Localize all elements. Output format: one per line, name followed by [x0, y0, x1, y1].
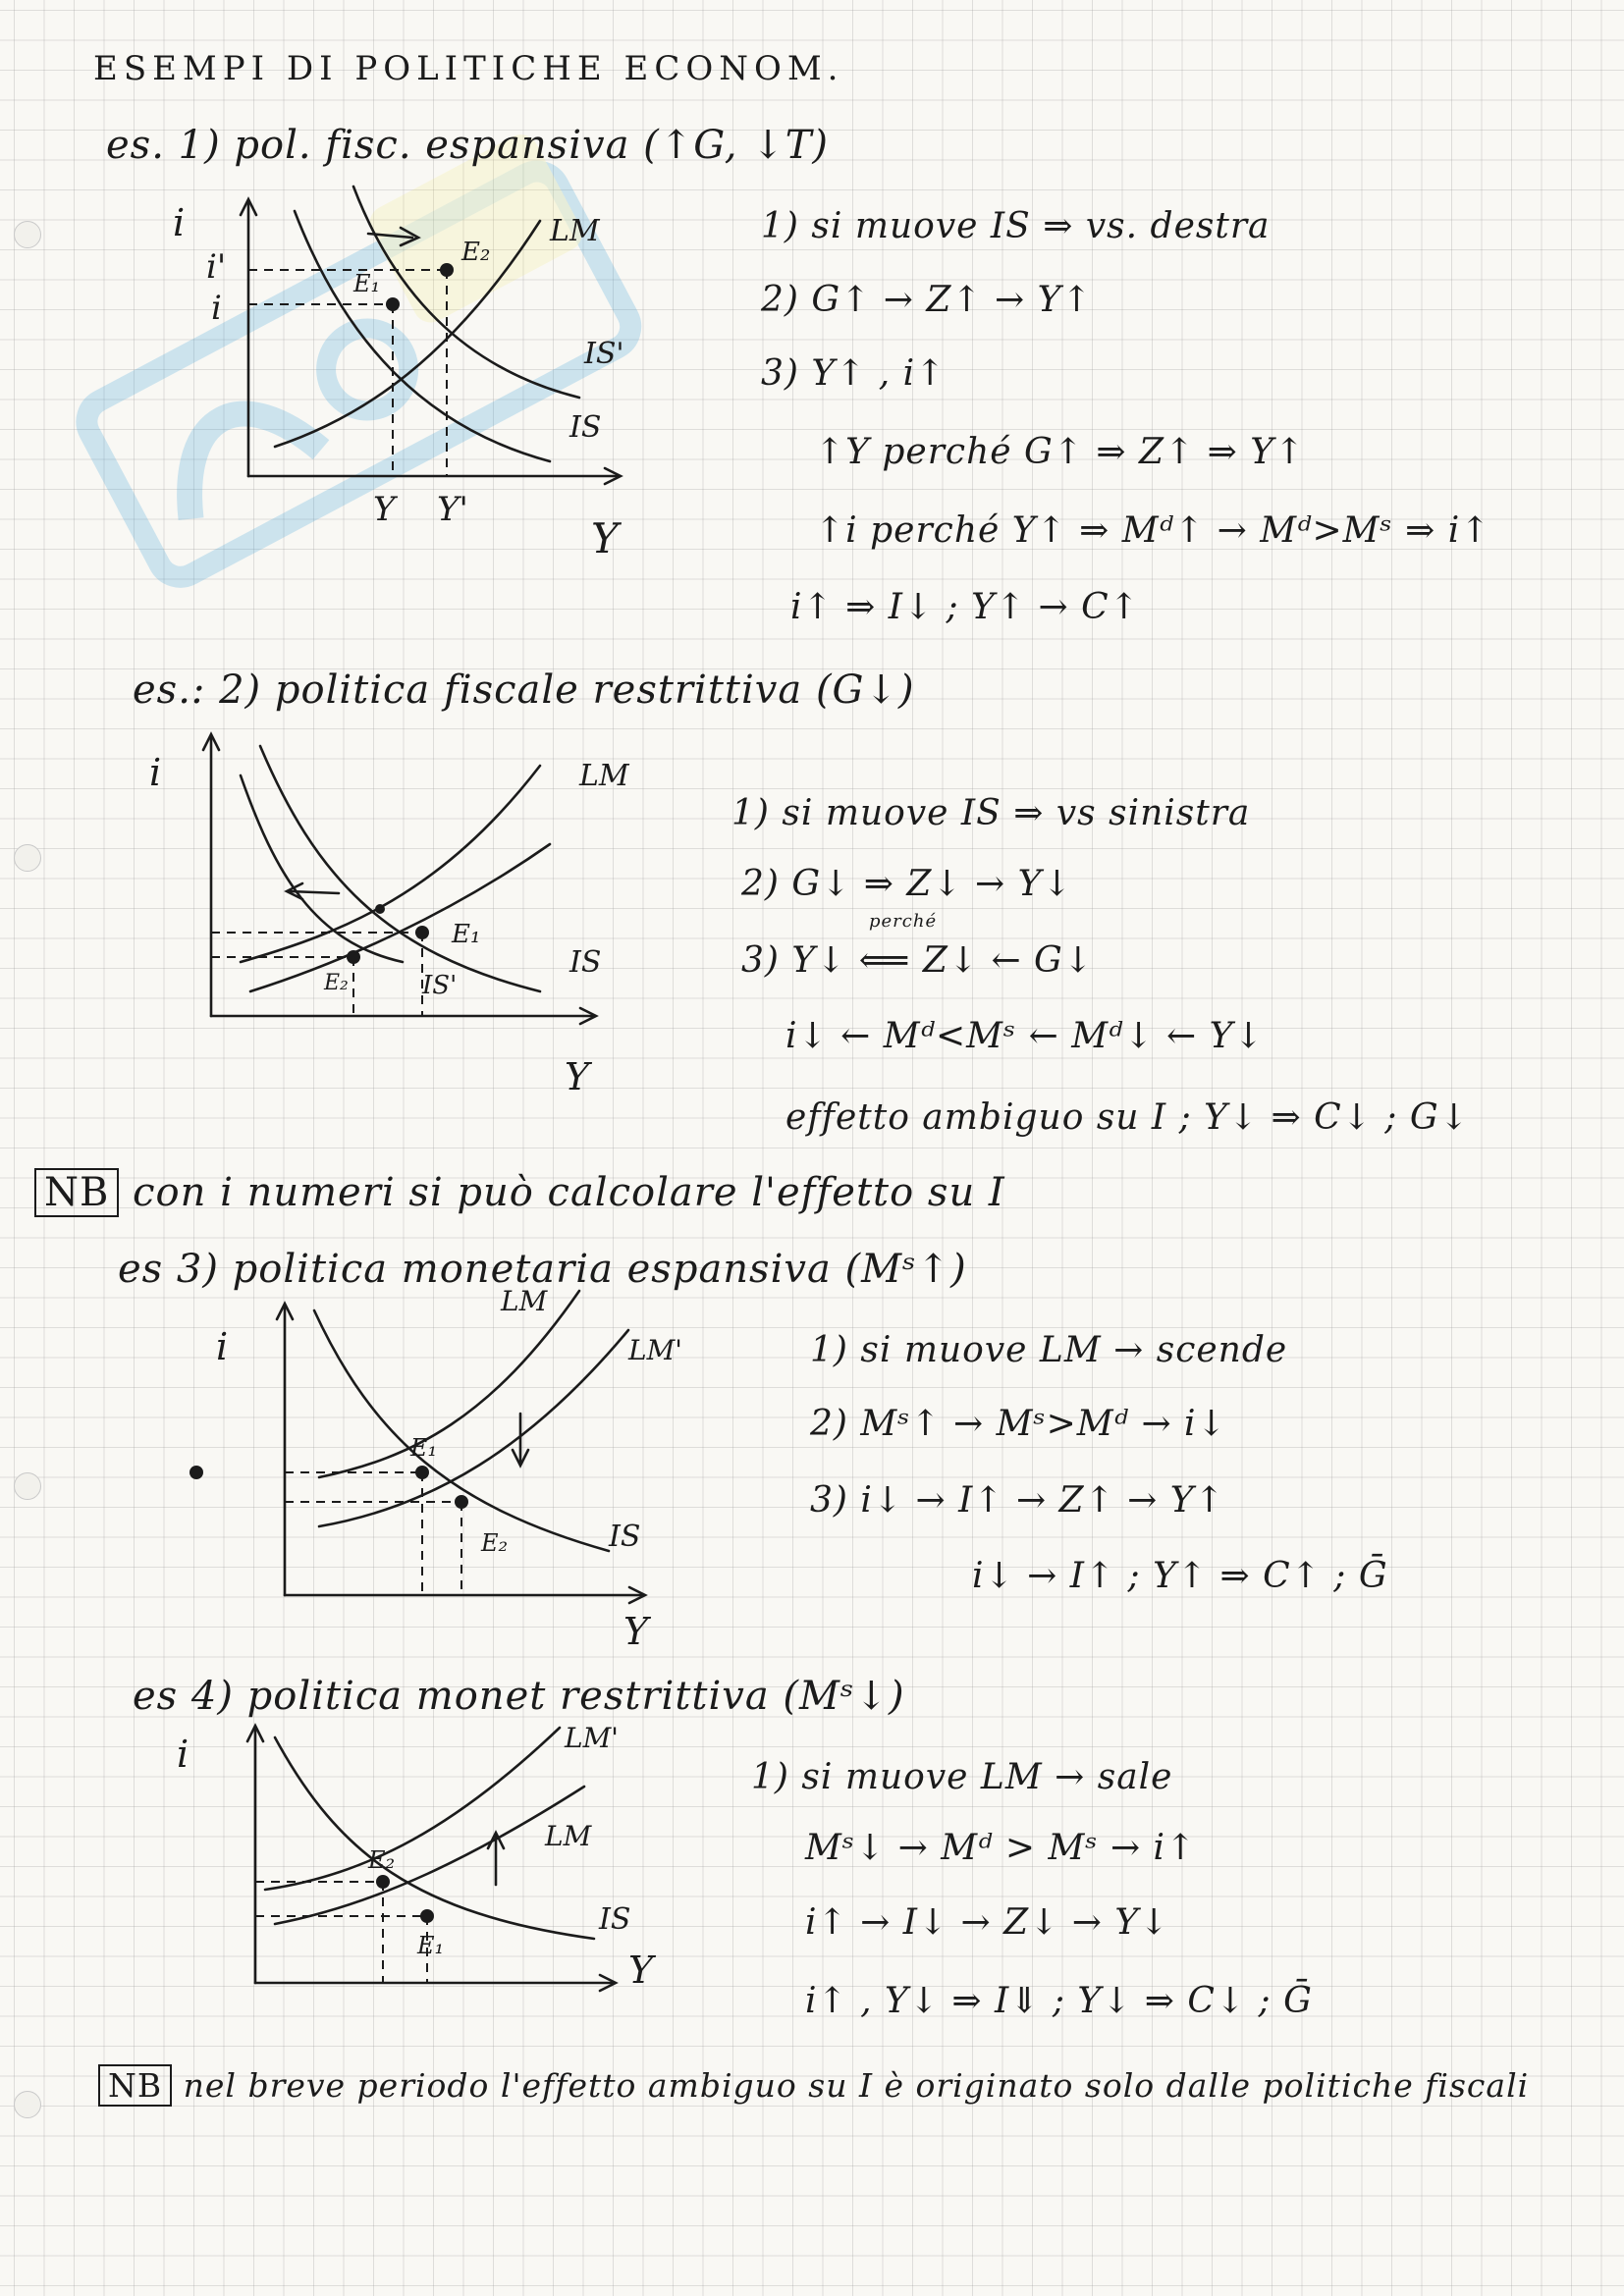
- ex2-step-2: 2) G↓ ⇒ Z↓ → Y↓: [741, 864, 1073, 904]
- example-2-heading: es.: 2) politica fiscale restrittiva (G↓): [133, 667, 915, 713]
- ex2-step-5: effetto ambiguo su I ; Y↓ ⇒ C↓ ; G↓: [785, 1097, 1470, 1138]
- svg-text:E₁: E₁: [410, 1434, 438, 1462]
- ex3-step-3: 3) i↓ → I↑ → Z↑ → Y↑: [810, 1480, 1225, 1521]
- svg-text:IS: IS: [599, 1902, 631, 1937]
- ex2-step-3: 3) Y↓ ⟸ Z↓ ← G↓: [741, 940, 1094, 981]
- nb-text: nel breve periodo l'effetto ambiguo su I è originato solo dalle politiche fiscali: [183, 2066, 1530, 2105]
- nb-text: con i numeri si può calcolare l'effetto su I: [133, 1170, 1005, 1215]
- ex2-step-1: 1) si muove IS ⇒ vs sinistra: [731, 793, 1251, 833]
- binder-hole: [14, 221, 41, 248]
- nb-note-1: [34, 1170, 1005, 1215]
- example-3-graph: [196, 1281, 687, 1654]
- nb-note-2: [98, 2066, 1529, 2105]
- svg-text:i': i': [206, 247, 227, 287]
- example-2-graph: [147, 726, 668, 1099]
- example-1-heading: es. 1) pol. fisc. espansiva (↑G, ↓T): [106, 123, 830, 168]
- svg-text:Y': Y': [437, 490, 468, 529]
- svg-text:E₂: E₂: [481, 1529, 509, 1557]
- svg-text:IS: IS: [569, 410, 602, 445]
- svg-text:LM: LM: [545, 1820, 592, 1852]
- ex4-step-4: i↑ , Y↓ ⇒ I⇓ ; Y↓ ⇒ C↓ ; Ḡ: [805, 1981, 1313, 2021]
- svg-text:LM': LM': [565, 1722, 619, 1754]
- ex2-step-4: i↓ ← Mᵈ<Mˢ ← Mᵈ↓ ← Y↓: [785, 1016, 1265, 1056]
- svg-text:IS: IS: [569, 945, 602, 980]
- example-4-graph: [172, 1718, 682, 2002]
- svg-text:IS: IS: [609, 1520, 641, 1554]
- svg-text:i: i: [149, 751, 162, 794]
- svg-text:LM: LM: [550, 214, 600, 248]
- svg-text:Y: Y: [623, 1610, 649, 1653]
- x-axis-label: Y: [591, 514, 619, 562]
- binder-hole: [14, 2091, 41, 2118]
- nb-label: NB: [34, 1168, 119, 1217]
- example-4-heading: es 4) politica monet restrittiva (Mˢ↓): [133, 1674, 905, 1719]
- ex1-step-5: ↑i perché Y↑ ⇒ Mᵈ↑ → Mᵈ>Mˢ ⇒ i↑: [815, 510, 1491, 551]
- ex1-step-4: ↑Y perché G↑ ⇒ Z↑ ⇒ Y↑: [815, 432, 1306, 472]
- svg-text:Y: Y: [628, 1949, 654, 1992]
- example-1-graph: [167, 182, 658, 574]
- ex4-step-1: 1) si muove LM → sale: [751, 1757, 1173, 1797]
- page-title: ESEMPI DI POLITICHE ECONOM.: [93, 49, 844, 88]
- svg-text:LM: LM: [579, 759, 629, 793]
- ex1-step-3: 3) Y↑ , i↑: [761, 353, 947, 394]
- svg-text:E₁: E₁: [353, 270, 381, 297]
- ex3-step-1: 1) si muove LM → scende: [810, 1330, 1288, 1370]
- svg-text:E₁: E₁: [417, 1932, 445, 1959]
- svg-text:i: i: [177, 1733, 189, 1776]
- svg-text:E₂: E₂: [461, 238, 491, 267]
- ex2-annotation: perché: [869, 911, 938, 932]
- svg-text:E₁: E₁: [452, 920, 481, 949]
- svg-text:Y: Y: [373, 490, 396, 529]
- svg-text:i: i: [211, 289, 222, 328]
- nb-label: NB: [98, 2064, 172, 2107]
- binder-hole: [14, 1472, 41, 1500]
- ex1-step-1: 1) si muove IS ⇒ vs. destra: [761, 206, 1271, 246]
- binder-hole: [14, 844, 41, 872]
- svg-text:i: i: [216, 1325, 229, 1368]
- example-3-heading: es 3) politica monetaria espansiva (Mˢ↑): [118, 1247, 967, 1292]
- svg-text:Y: Y: [565, 1055, 590, 1098]
- svg-text:LM: LM: [501, 1285, 548, 1317]
- svg-text:E₂: E₂: [368, 1846, 396, 1874]
- svg-text:E₂: E₂: [324, 971, 349, 995]
- ex3-step-4: i↓ → I↑ ; Y↑ ⇒ C↑ ; Ḡ: [972, 1556, 1388, 1596]
- ex4-step-3: i↑ → I↓ → Z↓ → Y↓: [805, 1902, 1170, 1943]
- svg-text:IS': IS': [422, 971, 458, 1000]
- ex3-step-2: 2) Mˢ↑ → Mˢ>Mᵈ → i↓: [810, 1404, 1227, 1444]
- ex1-step-6: i↑ ⇒ I↓ ; Y↑ → C↑: [790, 587, 1140, 627]
- svg-text:IS': IS': [584, 337, 624, 371]
- svg-text:LM': LM': [628, 1334, 682, 1366]
- ex4-step-2: Mˢ↓ → Mᵈ > Mˢ → i↑: [805, 1828, 1197, 1868]
- y-axis-label: i: [173, 201, 186, 244]
- ex1-step-2: 2) G↑ → Z↑ → Y↑: [761, 280, 1093, 320]
